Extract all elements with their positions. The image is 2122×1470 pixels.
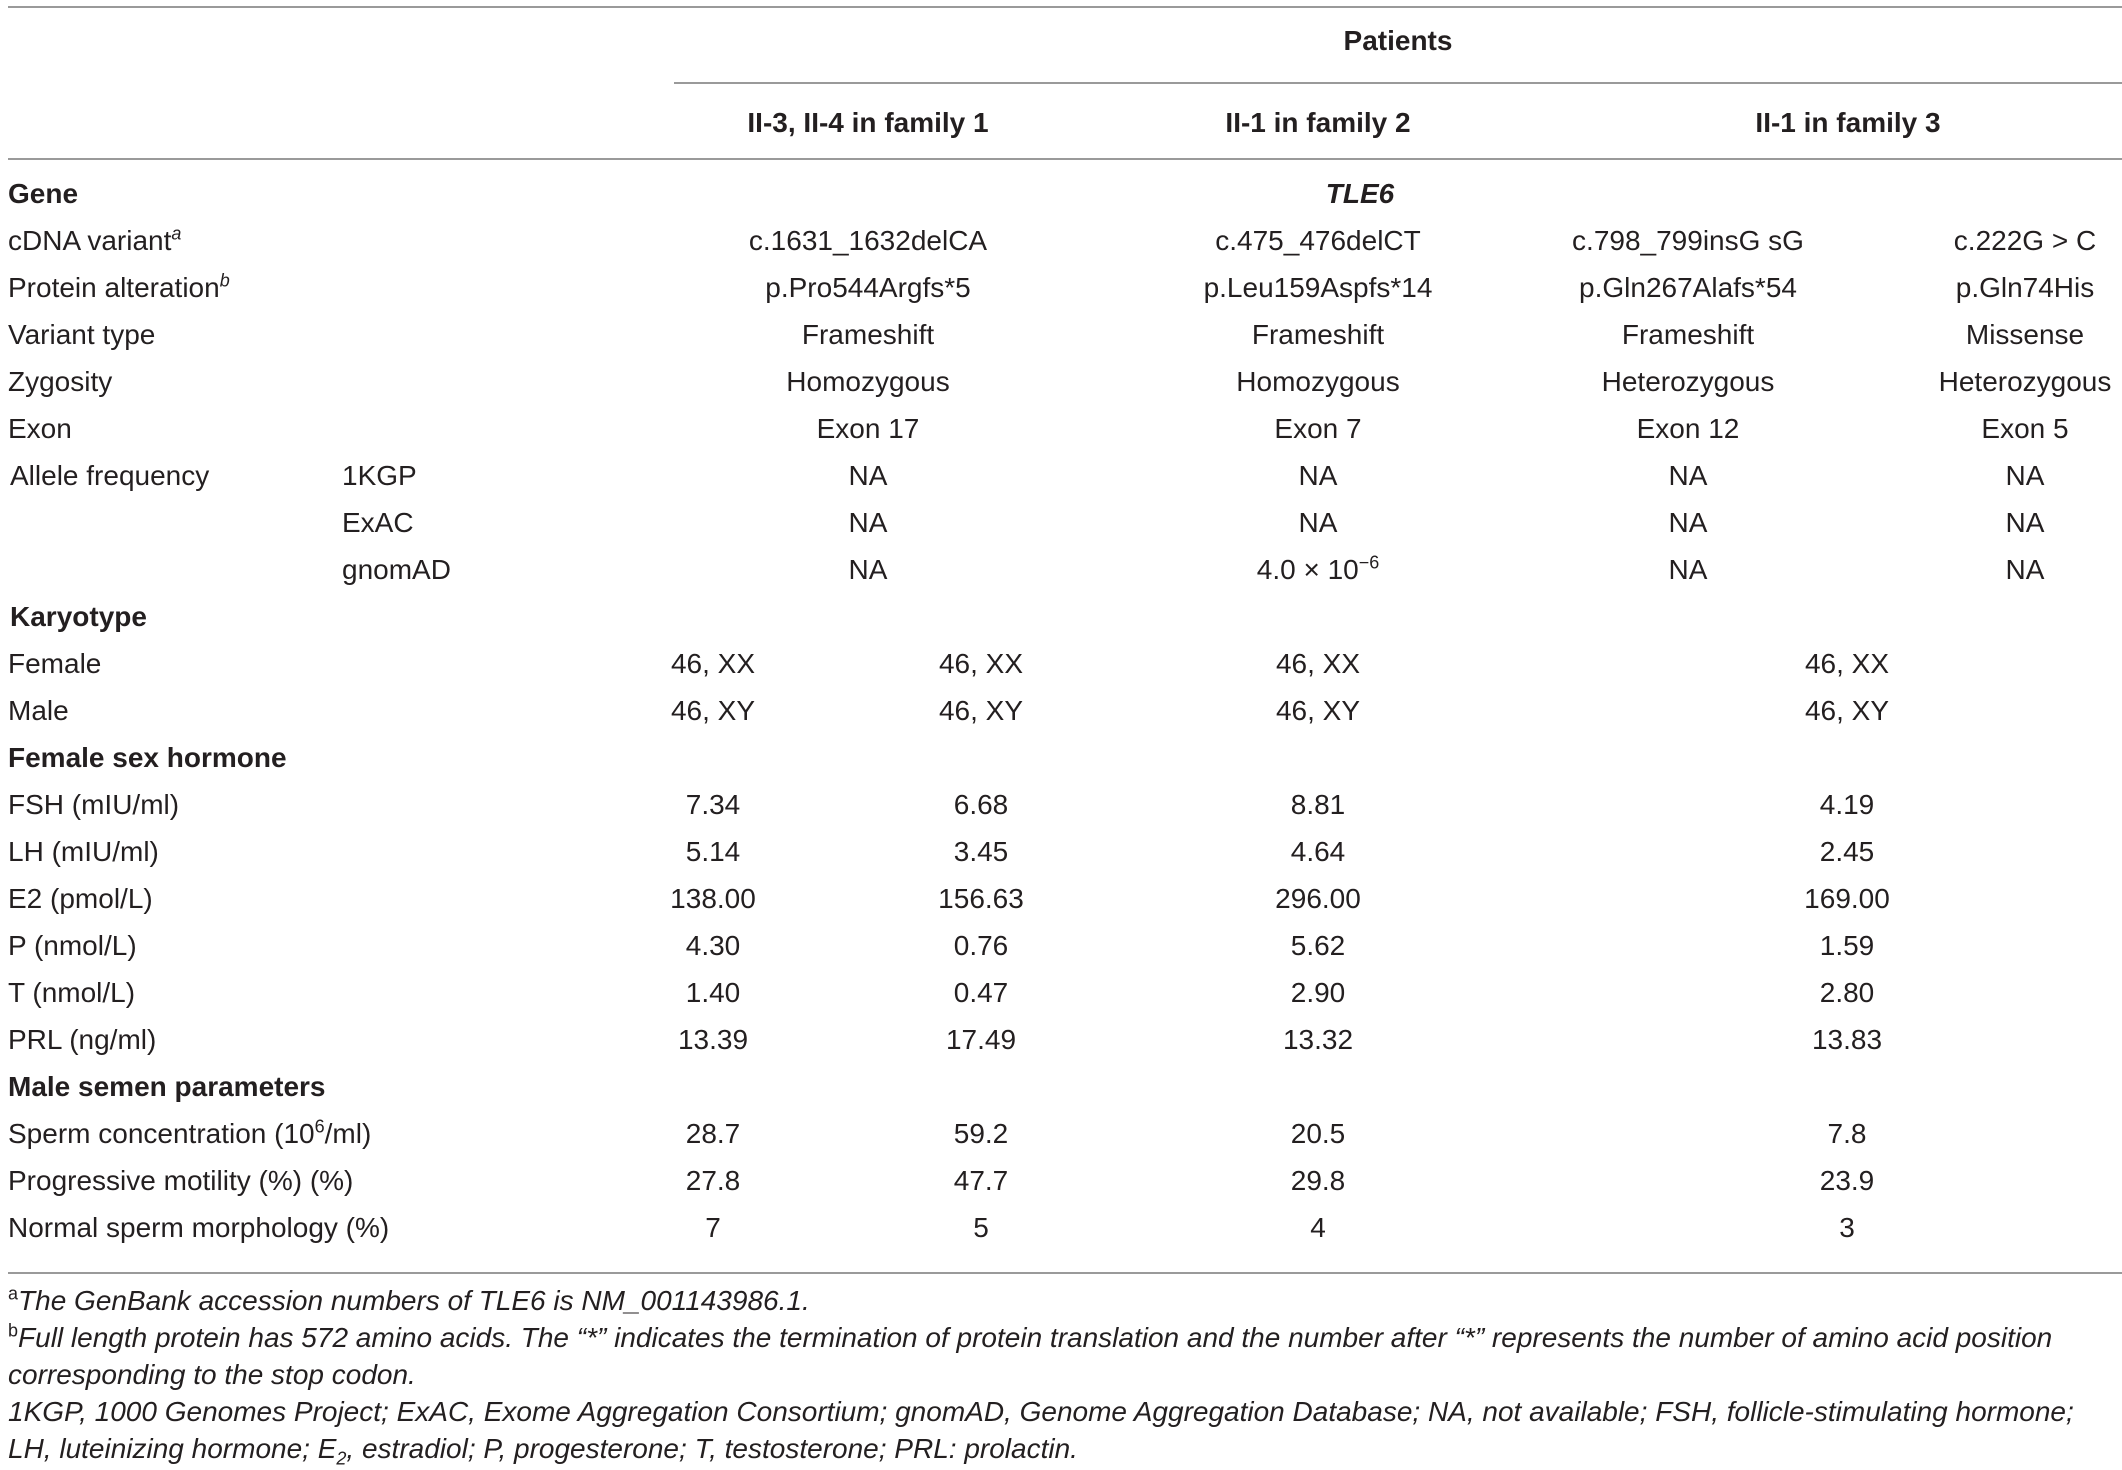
cell: 46, XX (670, 648, 756, 679)
row-label: T (nmol/L) (8, 977, 136, 1008)
cell: Homozygous (1236, 366, 1400, 397)
cell: 6.68 (953, 789, 1009, 820)
cell: 59.2 (953, 1118, 1009, 1149)
cell: 2.45 (1819, 836, 1875, 867)
row-label: Sperm concentration $(10^6/ml)$ (8, 1116, 372, 1149)
cell: 13.83 (1811, 1024, 1883, 1055)
cell: NA (1298, 507, 1338, 538)
cell: NA (1298, 460, 1338, 491)
row-label: Exon (8, 413, 72, 444)
cell: 8.81 (1290, 789, 1346, 820)
database-label: ExAC (342, 507, 414, 538)
cell: c.475_476delCT (1215, 225, 1421, 256)
row-label: E2 (pmol/L) (8, 883, 153, 914)
cell: 5.62 (1290, 930, 1346, 961)
cell: NA (848, 460, 888, 491)
cell: c.1631_1632delCA (748, 225, 988, 256)
cell: 23.9 (1819, 1165, 1875, 1196)
cell: 5.14 (685, 836, 741, 867)
cell: NA (1668, 554, 1708, 585)
cell: 29.8 (1290, 1165, 1346, 1196)
cell: 3 (1839, 1212, 1855, 1243)
cell: 47.7 (953, 1165, 1009, 1196)
cell: 4.19 (1819, 789, 1875, 820)
database-label: gnomAD (342, 554, 451, 585)
cell: Exon 5 (1981, 413, 2069, 444)
row-label: Female (8, 648, 102, 679)
cell: 156.63 (938, 883, 1024, 914)
cell: 2.90 (1290, 977, 1346, 1008)
database-label: 1KGP (342, 460, 417, 491)
cell: NA (848, 507, 888, 538)
cell: 3.45 (953, 836, 1009, 867)
row-label: Normal sperm morphology (%) (8, 1212, 390, 1243)
cell: p.Gln267Alafs*54 (1579, 272, 1797, 303)
row-label: Variant type (8, 319, 156, 350)
section-female-sex-hormone: Female sex hormone (8, 742, 287, 773)
cell: Exon 17 (816, 413, 920, 444)
group-header-family-2: II-1 in family 2 (1225, 107, 1411, 138)
cell: NA (1668, 460, 1708, 491)
footnote-abbreviations: 1KGP, 1000 Genomes Project; ExAC, Exome Aggregation Consortium; gnomAD, Genome Aggregation Database; NA, not available; FSH, follicle-stimulating hormone; LH, luteinizing hormone; $E_2$, estradiol; P, progesterone; T, testosterone; PRL: prolactin. (8, 1396, 2074, 1469)
cell: 1.59 (1819, 930, 1875, 961)
cell: 46, XX (1804, 648, 1890, 679)
cell: 7.34 (685, 789, 741, 820)
cell: p.Pro544Argfs*5 (765, 272, 971, 303)
cell: 7.8 (1827, 1118, 1867, 1149)
cell: 46, XX (1275, 648, 1361, 679)
cell: 4.64 (1290, 836, 1346, 867)
row-label: cDNA variant$^a$ (8, 223, 182, 256)
cell: 20.5 (1290, 1118, 1346, 1149)
cell: 27.8 (685, 1165, 741, 1196)
cell: 296.00 (1275, 883, 1361, 914)
cell: 13.39 (677, 1024, 749, 1055)
cell: p.Leu159Aspfs*14 (1203, 272, 1433, 303)
cell: 2.80 (1819, 977, 1875, 1008)
cell: $4.0 \times 10^{-6}$ (1256, 552, 1380, 585)
cell: 46, XY (1275, 695, 1361, 726)
section-male-semen-parameters: Male semen parameters (8, 1071, 326, 1102)
row-label: Progressive motility (%) (%) (8, 1165, 354, 1196)
cell: p.Gln74His (1955, 272, 2095, 303)
cell: NA (1668, 507, 1708, 538)
cell: 4.30 (685, 930, 741, 961)
cell: Exon 12 (1636, 413, 1740, 444)
cell: 13.32 (1282, 1024, 1354, 1055)
row-label: Zygosity (8, 366, 113, 397)
row-label: PRL (ng/ml) (8, 1024, 157, 1055)
gene-label: Gene (8, 178, 79, 209)
row-label: Male (8, 695, 69, 726)
cell: 138.00 (670, 883, 756, 914)
cell: 1.40 (685, 977, 741, 1008)
row-label: LH (mIU/ml) (8, 836, 159, 867)
cell: NA (2005, 554, 2045, 585)
cell: Homozygous (786, 366, 950, 397)
header-rule (8, 158, 2122, 160)
group-header-family-1: II-3, II-4 in family 1 (747, 107, 989, 138)
section-karyotype: Karyotype (10, 601, 147, 632)
patients-header: Patients (1343, 25, 1453, 56)
cell: c.222G > C (1953, 225, 2097, 256)
row-label: P (nmol/L) (8, 930, 137, 961)
bottom-rule (8, 1272, 2122, 1274)
patients-underline (674, 82, 2122, 84)
cell: NA (2005, 507, 2045, 538)
cell: Exon 7 (1274, 413, 1362, 444)
top-rule (8, 6, 2122, 8)
cell: 0.76 (953, 930, 1009, 961)
cell: Frameshift (1251, 319, 1385, 350)
cell: 5 (973, 1212, 989, 1243)
cell: NA (848, 554, 888, 585)
footnote-a: $^a$The GenBank accession numbers of TLE6 is NM_001143986.1. (8, 1283, 810, 1316)
cell: Heterozygous (1938, 366, 2112, 397)
cell: NA (2005, 460, 2045, 491)
cell: 46, XY (938, 695, 1024, 726)
cell: 46, XY (1804, 695, 1890, 726)
cell: 169.00 (1804, 883, 1890, 914)
cell: 4 (1310, 1212, 1326, 1243)
row-label: Protein alteration$^b$ (8, 270, 230, 303)
footnote-b: $^b$Full length protein has 572 amino acids. The “*” indicates the termination of protein translation and the number after “*” represents the number of amino acid position corresponding to the stop codon. (8, 1320, 2053, 1390)
cell: 7 (705, 1212, 721, 1243)
cell: Heterozygous (1601, 366, 1775, 397)
group-header-family-3: II-1 in family 3 (1755, 107, 1941, 138)
cell: Missense (1965, 319, 2085, 350)
cell: Frameshift (1621, 319, 1755, 350)
gene-value: TLE6 (1325, 178, 1395, 209)
cell: Frameshift (801, 319, 935, 350)
allele-frequency-label: Allele frequency (10, 460, 210, 491)
cell: 28.7 (685, 1118, 741, 1149)
cell: c.798_799insG sG (1572, 225, 1804, 256)
cell: 0.47 (953, 977, 1009, 1008)
row-label: FSH (mIU/ml) (8, 789, 180, 820)
cell: 17.49 (945, 1024, 1017, 1055)
cell: 46, XY (670, 695, 756, 726)
cell: 46, XX (938, 648, 1024, 679)
